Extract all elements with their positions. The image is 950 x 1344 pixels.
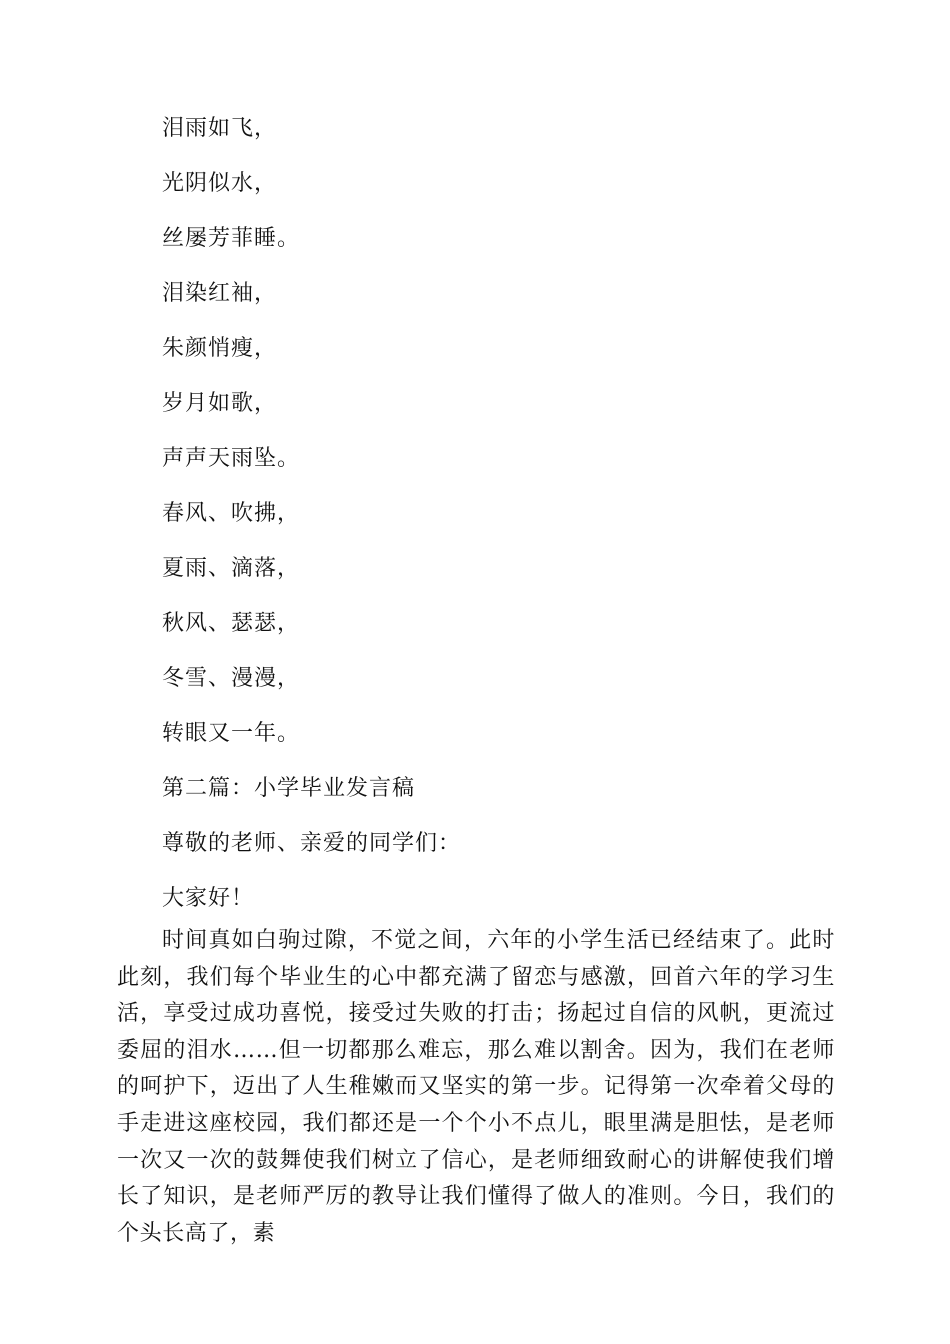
body-paragraph: 时间真如白驹过隙，不觉之间，六年的小学生活已经结束了。此时此刻，我们每个毕业生的心中都充满了留恋与感激，回首六年的学习生活，享受过成功喜悦，接受过失败的打击；扬起过自信的风帆，更流过委屈的泪水……但一切都那么难忘，那么难以割舍。因为，我们在老师的呵护下，迈出了人生稚嫩而又坚实的第一步。记得第一次牵着父母的手走进这座校园，我们都还是一个个小不点儿，眼里满是胆怯，是老师一次又一次的鼓舞使我们树立了信心，是老师细致耐心的讲解使我们增长了知识，是老师严厉的教导让我们懂得了做人的准则。今日，我们的个头长高了，素 — [117, 928, 835, 1246]
poem-line: 泪染红袖， — [162, 281, 278, 306]
poem-line: 丝屡芳菲睡。 — [162, 226, 301, 251]
poem-line: 春风、吹拂， — [162, 501, 301, 526]
poem-line: 光阴似水， — [162, 171, 278, 196]
poem-line: 岁月如歌， — [162, 391, 278, 416]
poem-line: 转眼又一年。 — [162, 721, 301, 746]
poem-line: 声声天雨坠。 — [162, 446, 301, 471]
poem-block — [162, 112, 862, 937]
poem-line: 夏雨、滴落， — [162, 556, 301, 581]
poem-line: 泪雨如飞， — [162, 116, 278, 141]
poem-line: 冬雪、漫漫， — [162, 666, 301, 691]
section-title: 第二篇：小学毕业发言稿 — [162, 776, 416, 801]
greeting: 大家好！ — [162, 886, 255, 911]
poem-line: 朱颜悄瘦， — [162, 336, 278, 361]
poem-line: 秋风、瑟瑟， — [162, 611, 301, 636]
salutation: 尊敬的老师、亲爱的同学们： — [162, 831, 462, 856]
